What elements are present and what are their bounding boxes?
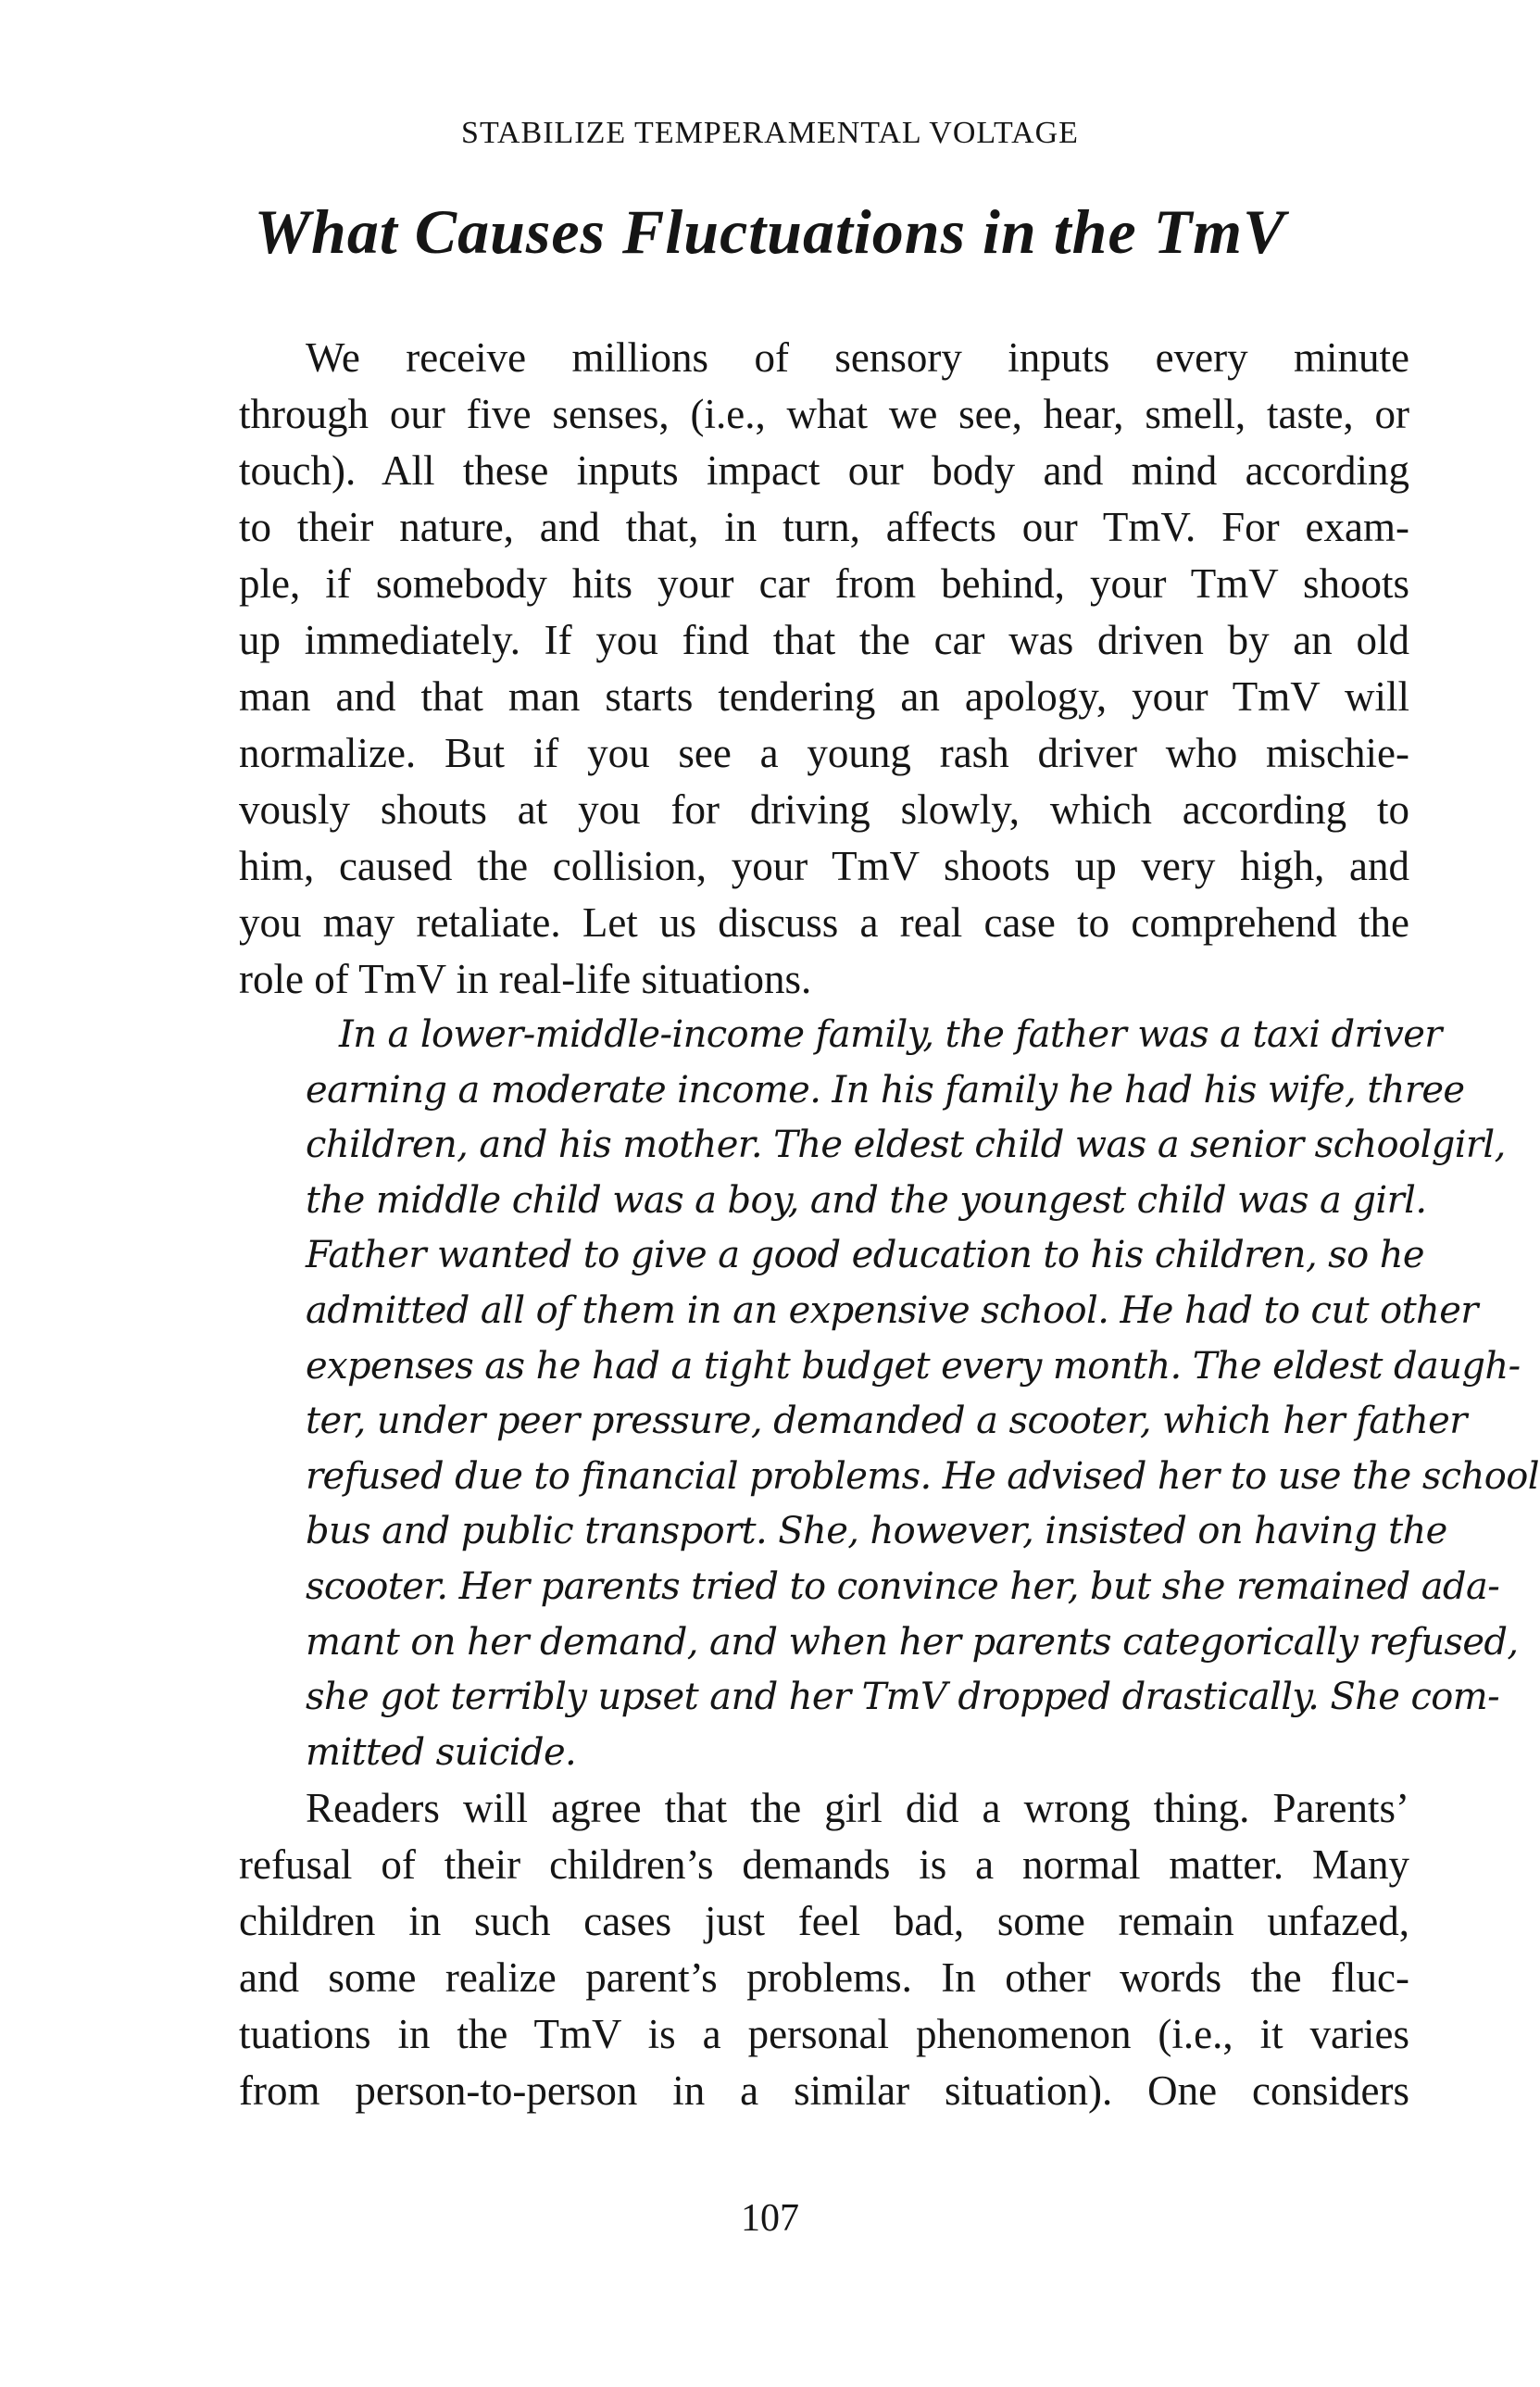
text-line: you may retaliate. Let us discuss a real case to comprehend the (239, 899, 1409, 946)
text-line: Readers will agree that the girl did a wrong thing. Parents’ (306, 1785, 1409, 1832)
text-line: ple, if somebody hits your car from behind, your TmV shoots (239, 560, 1409, 607)
text-line: to their nature, and that, in turn, affects our TmV. For exam- (239, 504, 1409, 550)
quote-line: In a lower-middle-income family, the father was a taxi driver (339, 1013, 1442, 1056)
text-line: him, caused the collision, your TmV shoots up very high, and (239, 843, 1409, 889)
text-line: vously shouts at you for driving slowly, which according to (239, 786, 1409, 833)
running-head: STABILIZE TEMPERAMENTAL VOLTAGE (461, 116, 1079, 150)
body-text (239, 330, 1539, 2119)
text-line: refusal of their children’s demands is a normal matter. Many (239, 1841, 1409, 1889)
text-line: through our five senses, (i.e., what we see, hear, smell, taste, or (239, 391, 1409, 437)
quote-line: ter, under peer pressure, demanded a scooter, which her father (306, 1400, 1467, 1443)
text-line: normalize. But if you see a young rash driver who mischie- (239, 730, 1409, 776)
text-line: We receive millions of sensory inputs every minute (306, 334, 1409, 381)
quote-line: bus and public transport. She, however, insisted on having the (306, 1510, 1447, 1553)
text-line: touch). All these inputs impact our body and mind according (239, 447, 1409, 494)
quote-line: earning a moderate income. In his family he had his wife, three (306, 1068, 1465, 1112)
quote-line: the middle child was a boy, and the youngest child was a girl. (306, 1178, 1427, 1222)
paragraph-conclusion (239, 1780, 1409, 2119)
quote-line: mant on her demand, and when her parents categorically refused, (306, 1620, 1519, 1664)
text-line: and some realize parent’s problems. In other words the fluc- (239, 1954, 1409, 2002)
quote-line: mitted suicide. (306, 1730, 577, 1774)
text-line: children in such cases just feel bad, some remain unfazed, (239, 1898, 1409, 1945)
quote-line: Father wanted to give a good education to his children, so he (306, 1234, 1424, 1277)
text-line: from person-to-person in a similar situation). One considers (239, 2067, 1409, 2115)
text-line: man and that man starts tendering an apology, your TmV will (239, 673, 1409, 720)
paragraph-intro (239, 330, 1409, 1008)
quote-line: refused due to financial problems. He advised her to use the school (306, 1454, 1539, 1498)
text-line: role of TmV in real-life situations. (239, 956, 812, 1002)
page-number: 107 (741, 2197, 799, 2240)
quote-line: children, and his mother. The eldest child was a senior schoolgirl, (306, 1124, 1506, 1167)
chapter-title: What Causes Fluctuations in the TmV (254, 196, 1286, 267)
quote-line: admitted all of them in an expensive school. He had to cut other (306, 1288, 1478, 1332)
text-line: tuations in the TmV is a personal phenomenon (i.e., it varies (239, 2011, 1409, 2058)
case-study-quote (239, 1008, 1539, 1780)
quote-line: scooter. Her parents tried to convince her, but she remained ada- (306, 1564, 1500, 1608)
quote-line: she got terribly upset and her TmV dropped drastically. She com- (306, 1676, 1500, 1719)
quote-line: expenses as he had a tight budget every month. The eldest daugh- (306, 1344, 1521, 1388)
text-line: up immediately. If you find that the car was driven by an old (239, 617, 1409, 663)
